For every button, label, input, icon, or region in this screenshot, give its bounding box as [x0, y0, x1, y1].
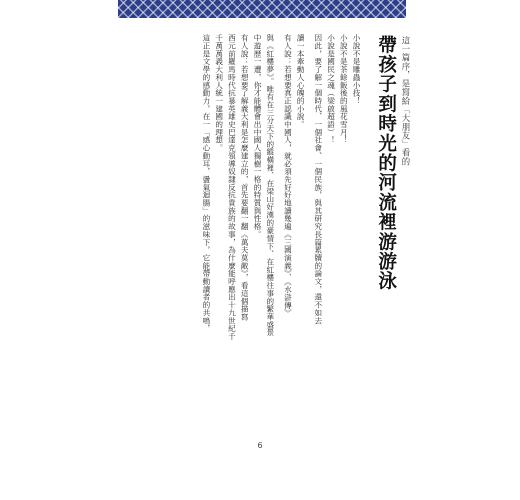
chapter-title: 帶孩子到時光的河流裡游游泳 — [375, 35, 397, 292]
preface-kicker: 這一篇序，是寫給「大朋友」看的 — [401, 36, 411, 166]
body-column: 小說是國民之魂（梁啟超語）！ — [326, 34, 336, 144]
body-column: 與《紅樓夢》。唯有在三分天下的縱橫裡、在梁山好漢的豪情下、在紅樓往事的繁華盛景 — [265, 34, 275, 337]
page-number: 6 — [257, 441, 263, 450]
body-column: 小說不是茶餘飯後的風花雪月！ — [339, 34, 349, 144]
body-column: 讀一本牽動人心魄的小說。 — [296, 34, 306, 129]
decorative-pattern-banner — [118, 0, 406, 18]
body-column: 小說不是雕蟲小技！ — [352, 34, 362, 105]
body-column: 有人說：若想要真正認識中國人，就必須先好好地讀幾遍《三國演義》、《水滸傳》 — [283, 34, 293, 317]
body-column: 千萬萬義大利人統一建國的理想。 — [214, 34, 224, 152]
body-column: 因此，要了解一個時代、一個社會、一個民族，與其研究長篇累牘的論文，還不如去 — [313, 34, 323, 325]
body-column: 這正是文學的感動力，在一「感心動耳，盪氣迴腸」的滋味下，它能帶動讀者的共鳴， — [201, 34, 211, 333]
vertical-text-columns — [118, 34, 410, 414]
body-column: 有人說：若想要了解義大利是怎麼建立的，首先要翻一翻《萬夫莫敵》，看這個描寫 — [240, 34, 250, 321]
body-column: 中遊歷一遭，你才能體會出中國人獨樹一格的特質與性格。 — [253, 34, 262, 239]
body-column: 西元前羅馬時代抗暴英雄史巴達克領導奴隸反抗貴族的故事，為什麼能呼應出十九世紀千 — [227, 34, 237, 341]
book-page — [118, 34, 410, 414]
